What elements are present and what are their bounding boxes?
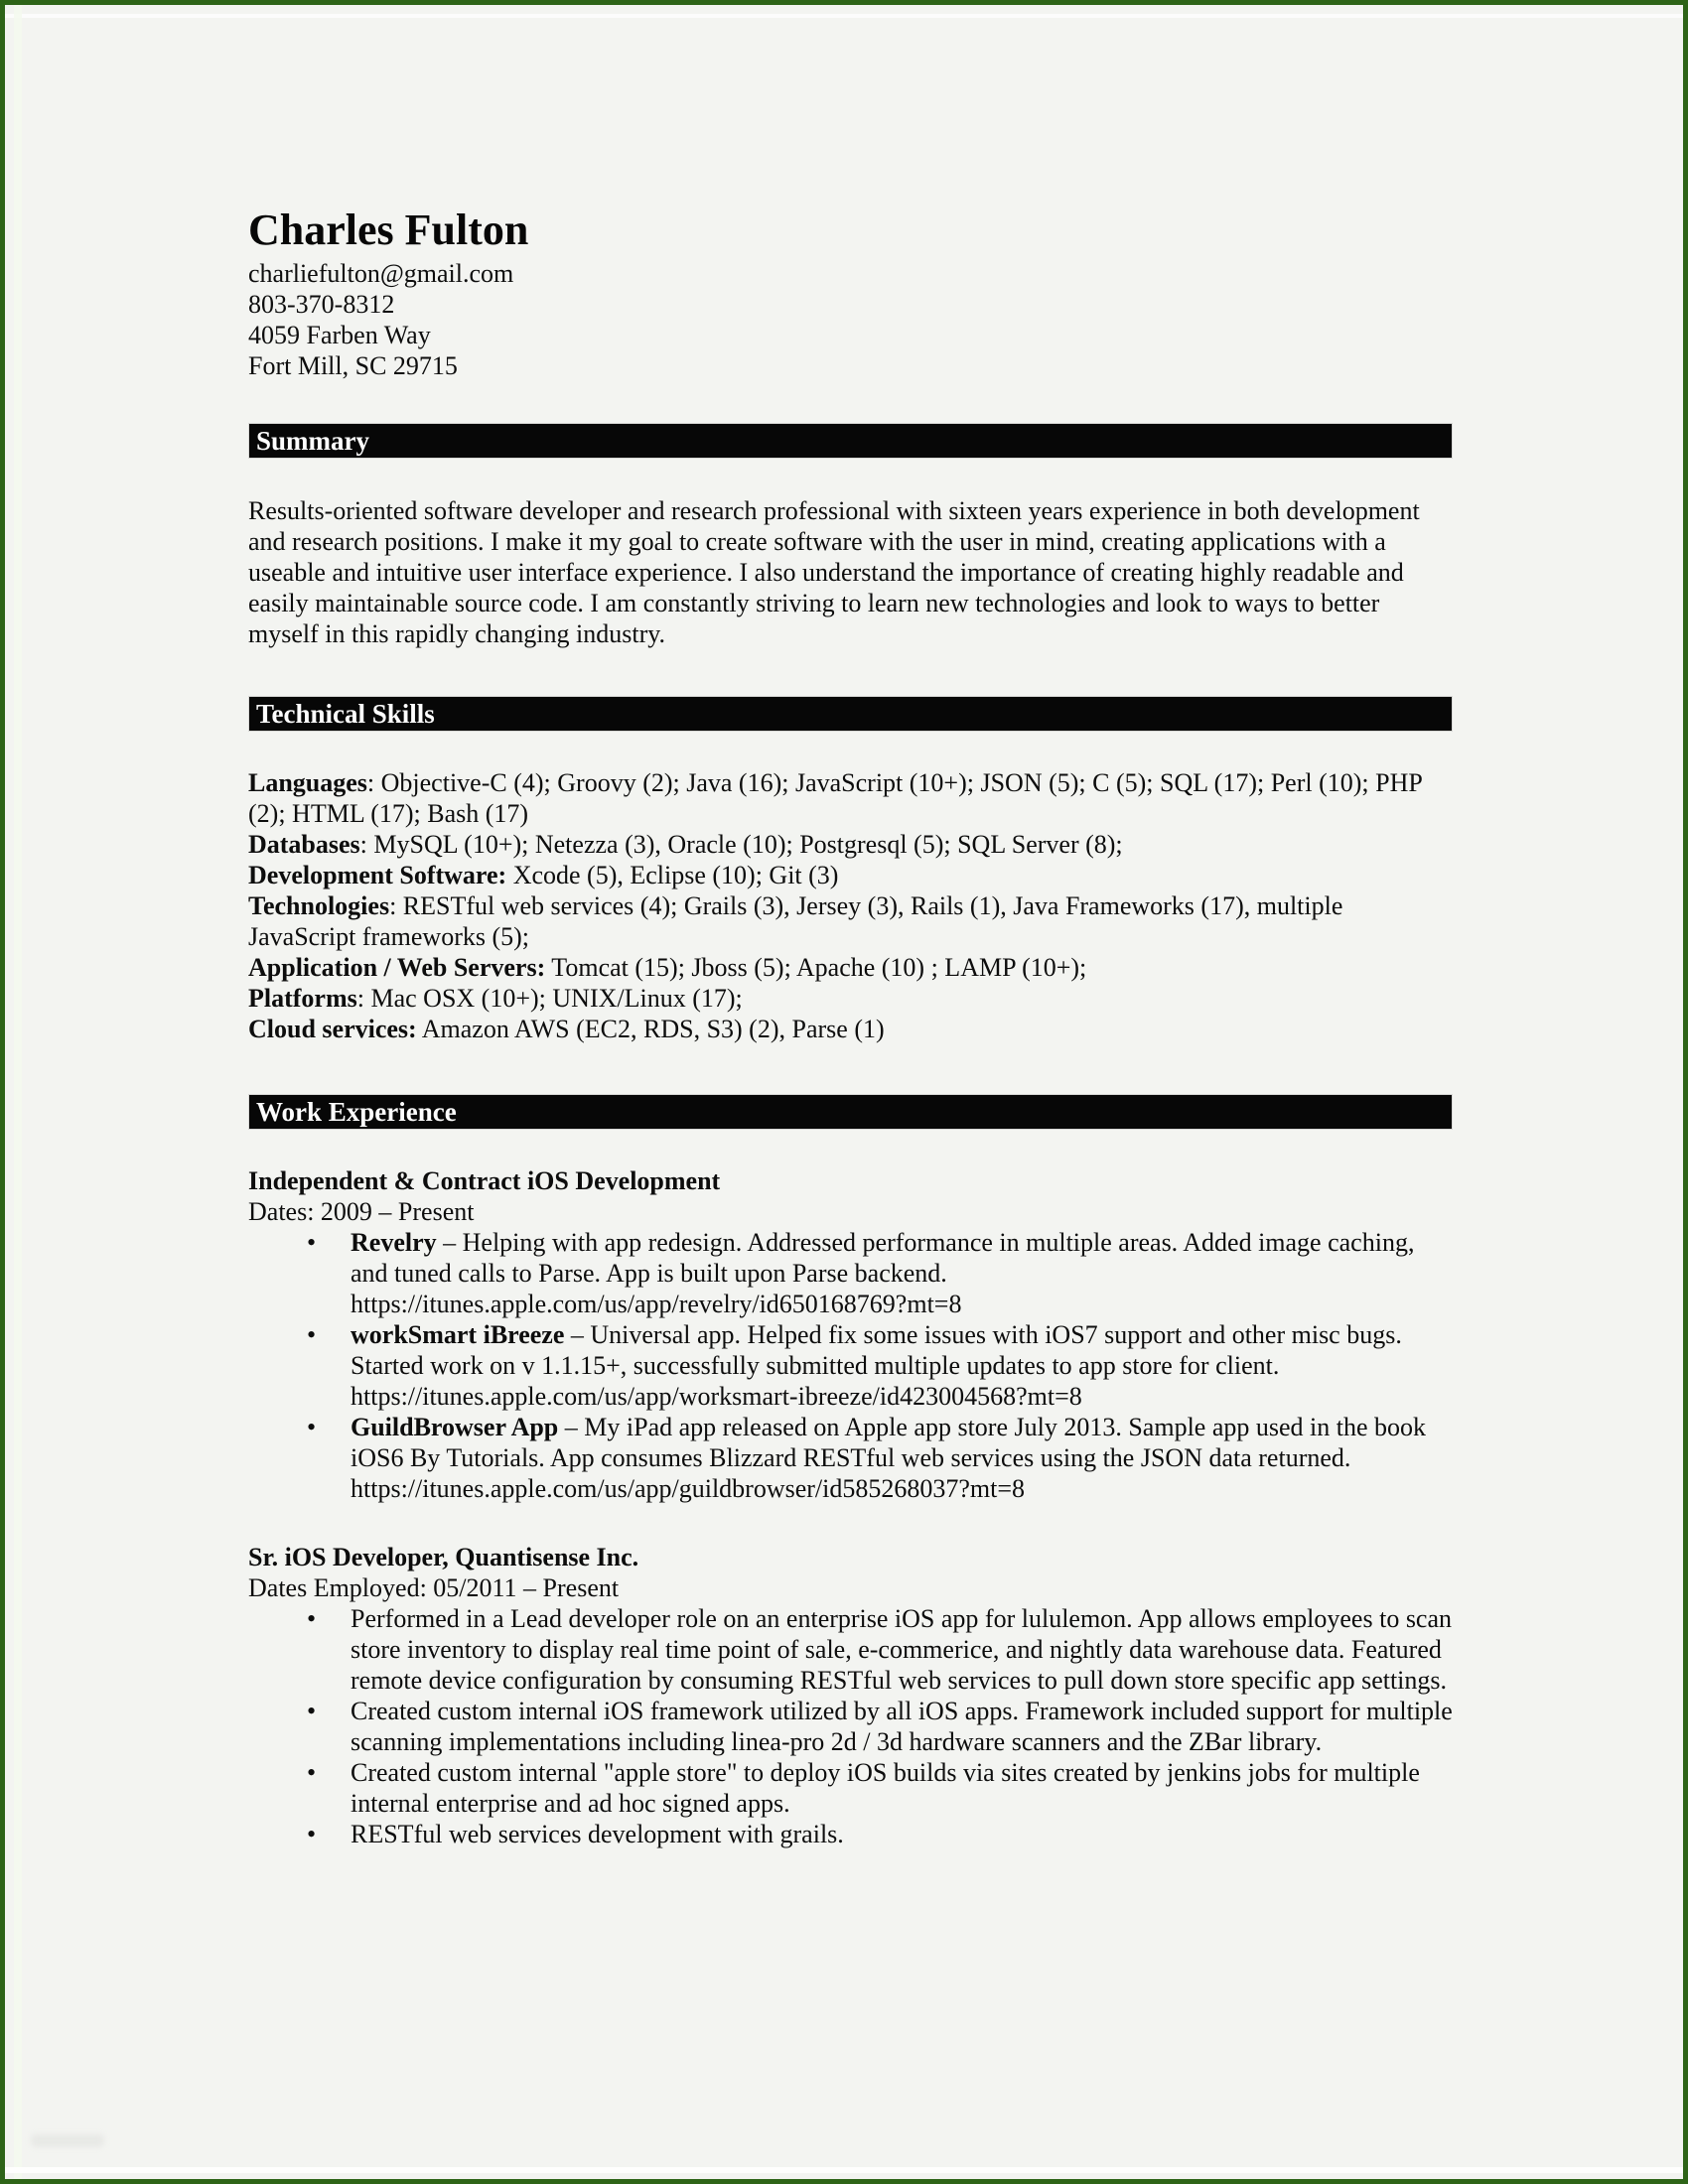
skill-line-technologies — [248, 890, 1453, 952]
skill-label: Application / Web Servers: — [248, 953, 546, 982]
skill-label: Languages — [248, 768, 367, 797]
skill-label: Cloud services: — [248, 1015, 417, 1043]
skills-list — [248, 767, 1453, 1044]
bullet-lululemon-app — [351, 1603, 1453, 1696]
job-title: Independent & Contract iOS Development — [248, 1166, 721, 1195]
skill-line-app-web-servers — [248, 952, 1453, 983]
phone: 803-370-8312 — [248, 290, 395, 319]
bullet-text: – Helping with app redesign. Addressed performance in multiple areas. Added image caching, and tuned calls to Parse. App is built upon Parse backend. https://itunes.apple.com/us/app/revelry/id650168769?mt=8 — [351, 1228, 1415, 1318]
skill-label: Development Software: — [248, 861, 507, 889]
section-title-technical-skills: Technical Skills — [256, 698, 435, 729]
bullet-internal-apple-store — [351, 1757, 1453, 1819]
bullet-lead: Revelry — [351, 1228, 437, 1257]
skill-line-development-software — [248, 860, 1453, 890]
bullet-text: Created custom internal iOS framework utilized by all iOS apps. Framework included support for multiple scanning implementations including linea-pro 2d / 3d hardware scanners and the ZBar library. — [351, 1697, 1453, 1756]
skill-values: Amazon AWS (EC2, RDS, S3) (2), Parse (1) — [416, 1015, 885, 1043]
job-bullet-list — [248, 1603, 1453, 1849]
skill-values: : Objective-C (4); Groovy (2); Java (16); JavaScript (10+); JSON (5); C (5); SQL (17); Perl (10); PHP (2); HTML (17); Bash (17) — [248, 768, 1422, 828]
bullet-revelry — [351, 1227, 1453, 1319]
section-title-summary: Summary — [256, 425, 369, 456]
skill-line-cloud-services — [248, 1014, 1453, 1044]
bullet-guildbrowser-app — [351, 1412, 1453, 1504]
skill-line-platforms — [248, 983, 1453, 1014]
bullet-restful-grails — [351, 1819, 1453, 1849]
skill-label: Platforms — [248, 984, 357, 1013]
scan-artifact-bottom — [5, 2167, 1683, 2173]
bullet-ios-framework — [351, 1696, 1453, 1757]
bullet-text: Created custom internal "apple store" to deploy iOS builds via sites created by jenkins jobs for multiple internal enterprise and ad hoc signed apps. — [351, 1758, 1420, 1818]
skill-values: : RESTful web services (4); Grails (3), Jersey (3), Rails (1), Java Frameworks (17), multiple JavaScript frameworks (5); — [248, 891, 1343, 951]
section-title-work-experience: Work Experience — [256, 1096, 457, 1127]
person-name: Charles Fulton — [248, 205, 529, 254]
bullet-lead: workSmart iBreeze — [351, 1320, 565, 1349]
bullet-text: RESTful web services development with grails. — [351, 1820, 844, 1848]
section-header-technical-skills — [248, 696, 1453, 732]
bullet-text: Performed in a Lead developer role on an enterprise iOS app for lululemon. App allows employees to scan store inventory to display real time point of sale, e-commerice, and nightly data warehouse data. Featured remote device configuration by consuming RESTful web services to pull down store specific app settings. — [351, 1604, 1453, 1695]
bullet-lead: GuildBrowser App — [351, 1413, 559, 1441]
job-dates: Dates Employed: 05/2011 – Present — [248, 1573, 620, 1602]
skill-values: : Mac OSX (10+); UNIX/Linux (17); — [356, 984, 743, 1013]
skill-line-databases — [248, 829, 1453, 860]
skill-values: Xcode (5), Eclipse (10); Git (3) — [506, 861, 839, 889]
contact-block — [248, 258, 1453, 381]
resume-content — [248, 5, 1453, 1849]
job-bullet-list — [248, 1227, 1453, 1504]
address-line-1: 4059 Farben Way — [248, 321, 431, 349]
job-quantisense — [248, 1542, 1453, 1849]
email: charliefulton@gmail.com — [248, 259, 514, 288]
summary-paragraph: Results-oriented software developer and research professional with sixteen years experience in both development and research positions. I make it my goal to create software with the user in mind, creating applications with a useable and intuitive user interface experience. I also understand the importance of creating highly readable and easily maintainable source code. I am constantly striving to learn new technologies and look to ways to better myself in this rapidly changing industry. — [248, 496, 1420, 648]
bullet-text: – Universal app. Helped fix some issues with iOS7 support and other misc bugs. Started work on v 1.1.15+, successfully submitted multiple updates to app store for client. https://itunes.apple.com/us/app/worksmart-ibreeze/id423004568?mt=8 — [351, 1320, 1402, 1411]
section-header-summary — [248, 423, 1453, 459]
job-independent-contract — [248, 1165, 1453, 1504]
section-header-work-experience — [248, 1094, 1453, 1130]
bullet-worksmart-ibreeze — [351, 1319, 1453, 1412]
bullet-text: – My iPad app released on Apple app store July 2013. Sample app used in the book iOS6 By Tutorials. App consumes Blizzard RESTful web services using the JSON data returned. https://itunes.apple.com/us/app/guildbrowser/id585268037?mt=8 — [351, 1413, 1427, 1503]
skill-values: Tomcat (15); Jboss (5); Apache (10) ; LAMP (10+); — [545, 953, 1087, 982]
job-title: Sr. iOS Developer, Quantisense Inc. — [248, 1543, 639, 1571]
skill-label: Databases — [248, 830, 360, 859]
job-dates: Dates: 2009 – Present — [248, 1197, 475, 1226]
scan-artifact-left — [14, 5, 22, 2179]
skill-label: Technologies — [248, 891, 390, 920]
watermark — [31, 2134, 104, 2147]
address-line-2: Fort Mill, SC 29715 — [248, 351, 458, 380]
skill-line-languages — [248, 767, 1453, 829]
skill-values: : MySQL (10+); Netezza (3), Oracle (10); Postgresql (5); SQL Server (8); — [359, 830, 1123, 859]
